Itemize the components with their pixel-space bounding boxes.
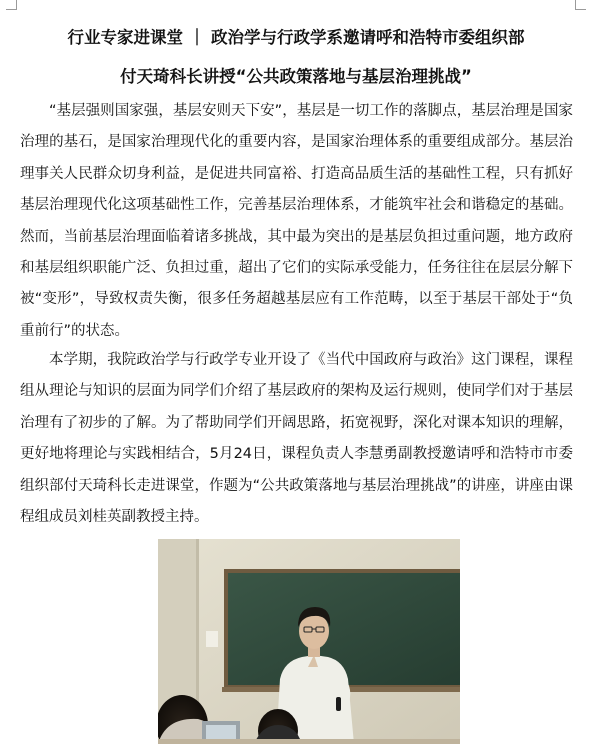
- lecture-photo-illustration: [158, 539, 460, 744]
- page-corner-mark-left: [6, 0, 17, 10]
- body-paragraph-2: 本学期，我院政治学与行政学专业开设了《当代中国政府与政治》这门课程，课程组从理论与知识的层面为同学们介绍了基层政府的架构及运行规则，使同学们对于基层治理有了初步的了解。为了帮助同学们开阔思路，拓宽视野，深化对课本知识的理解，更好地将理论与实践相结合，5月24日，课程负责人李慧勇副教授邀请呼和浩特市市委组织部付天琦科长走进课堂，作题为“公共政策落地与基层治理挑战”的讲座，讲座由课程组成员刘桂英副教授主持。: [20, 352, 573, 526]
- article-title-line-1: 行业专家进课堂 ｜ 政治学与行政学系邀请呼和浩特市委组织部: [67, 28, 525, 47]
- body-paragraph-1: “基层强则国家强，基层安则天下安”，基层是一切工作的落脚点，基层治理是国家治理的基石，是国家治理现代化的重要内容，是国家治理体系的重要组成部分。基层治理事关人民群众切身利益，是促进共同富裕、打造高品质生活的基础性工程，只有抓好基层治理现代化这项基础性工作，完善基层治理体系，才能筑牢社会和谐稳定的基础。然而，当前基层治理面临着诸多挑战，其中最为突出的是基层负担过重问题，地方政府和基层组织职能广泛、负担过重，超出了它们的实际承受能力，任务往往在层层分解下被“变形”，导致权责失衡，很多任务超越基层应有工作范畴，以至于基层干部处于“负重前行”的状态。: [20, 103, 573, 339]
- article-title-line-2: 付天琦科长讲授“公共政策落地与基层治理挑战”: [120, 67, 472, 86]
- wall-notice: [206, 631, 218, 647]
- page-corner-mark-right: [575, 0, 586, 10]
- microphone: [336, 697, 341, 711]
- student-desk: [158, 739, 460, 744]
- blackboard: [228, 573, 460, 685]
- lecture-photo: [158, 539, 460, 744]
